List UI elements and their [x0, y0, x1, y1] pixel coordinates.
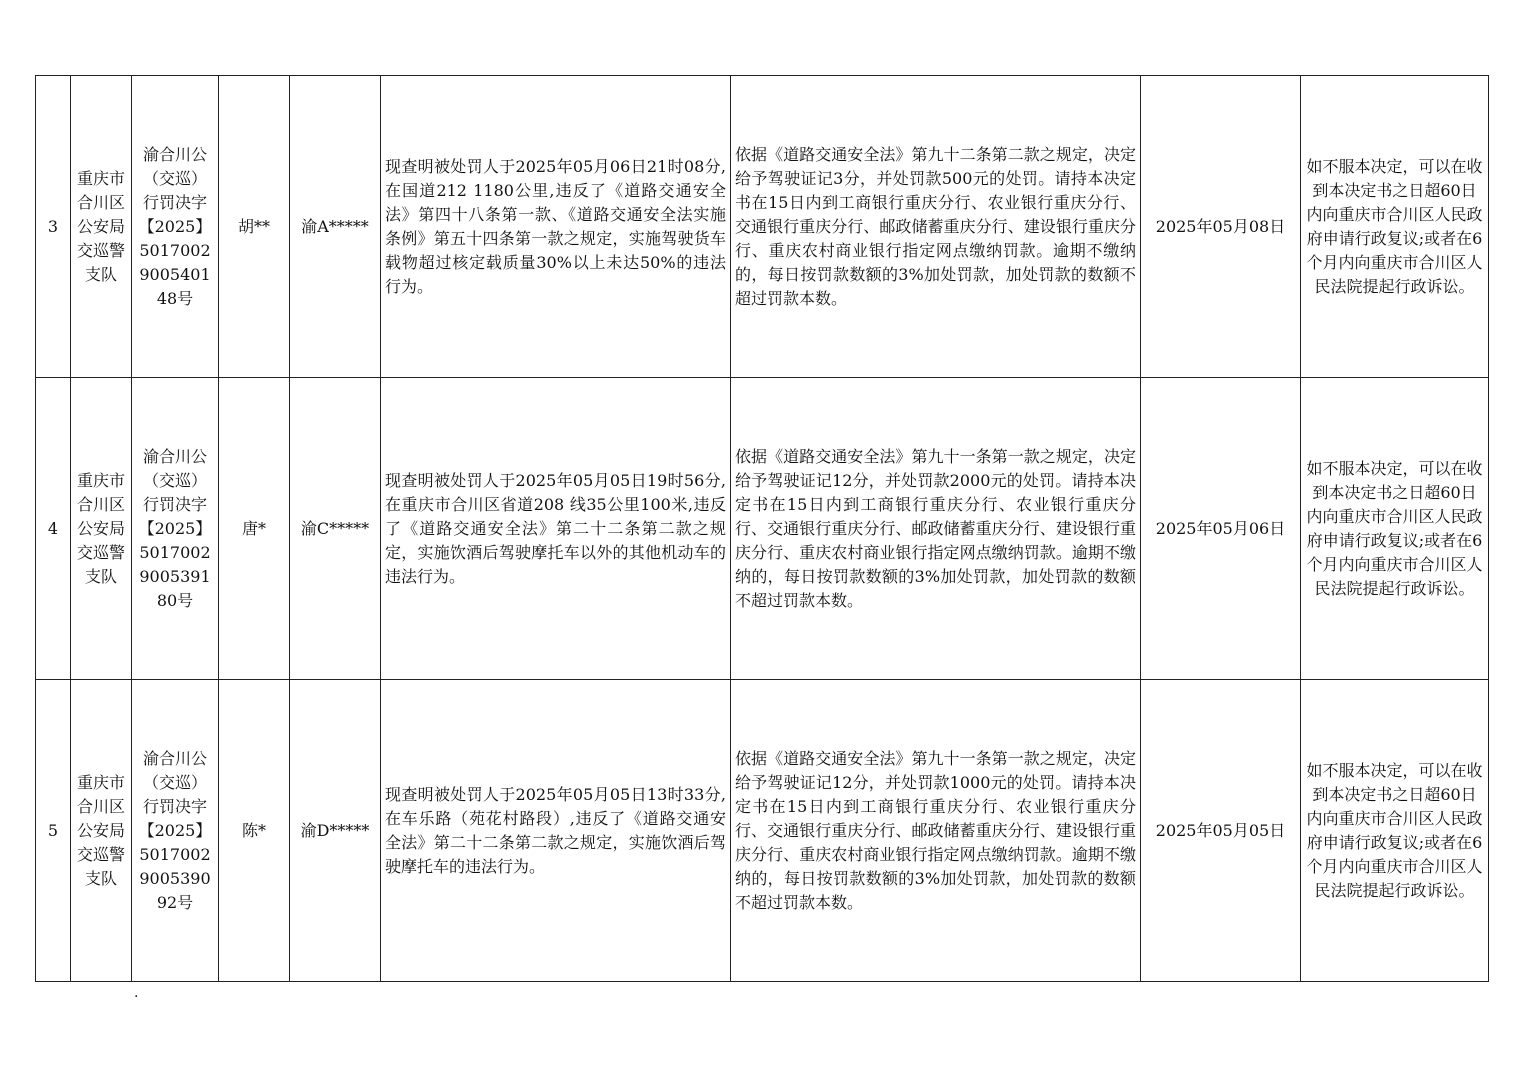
remedy-notice-cell: 如不服本决定，可以在收到本决定书之日超60日内向重庆市合川区人民政府申请行政复议;或者在6个月内向重庆市合川区人民法院提起行政诉讼。 [1301, 680, 1489, 982]
table-row [36, 680, 1489, 982]
agency-cell: 重庆市合川区公安局交巡警支队 [71, 680, 132, 982]
penalty-records-table [35, 75, 1489, 982]
agency-cell: 重庆市合川区公安局交巡警支队 [71, 76, 132, 378]
row-index: 4 [36, 378, 71, 680]
offender-name-cell: 陈* [219, 680, 290, 982]
penalty-basis-cell: 依据《道路交通安全法》第九十二条第二款之规定，决定给予驾驶证记3分，并处罚款500元的处罚。请持本决定书在15日内到工商银行重庆分行、农业银行重庆分行、交通银行重庆分行、邮政储蓄重庆分行、建设银行重庆分行、重庆农村商业银行指定网点缴纳罚款。逾期不缴纳的，每日按罚款数额的3%加处罚款，加处罚款的数额不超过罚款本数。 [731, 76, 1141, 378]
decision-date-cell: 2025年05月06日 [1141, 378, 1301, 680]
agency-cell: 重庆市合川区公安局交巡警支队 [71, 378, 132, 680]
remedy-notice-cell: 如不服本决定，可以在收到本决定书之日超60日内向重庆市合川区人民政府申请行政复议;或者在6个月内向重庆市合川区人民法院提起行政诉讼。 [1301, 378, 1489, 680]
table-row [36, 378, 1489, 680]
plate-number-cell: 渝D***** [290, 680, 381, 982]
table-row [36, 76, 1489, 378]
decision-date-cell: 2025年05月05日 [1141, 680, 1301, 982]
plate-number-cell: 渝A***** [290, 76, 381, 378]
row-index: 3 [36, 76, 71, 378]
violation-facts-cell: 现查明被处罚人于2025年05月05日19时56分,在重庆市合川区省道208 线35公里100米,违反了《道路交通安全法》第二十二条第二款之规定，实施饮酒后驾驶摩托车以外的其他机动车的违法行为。 [381, 378, 731, 680]
document-number-cell: 渝合川公（交巡）行罚决字【2025】5017002900539180号 [132, 378, 219, 680]
row-index: 5 [36, 680, 71, 982]
penalty-basis-cell: 依据《道路交通安全法》第九十一条第一款之规定，决定给予驾驶证记12分，并处罚款1000元的处罚。请持本决定书在15日内到工商银行重庆分行、农业银行重庆分行、交通银行重庆分行、邮政储蓄重庆分行、建设银行重庆分行、重庆农村商业银行指定网点缴纳罚款。逾期不缴纳的，每日按罚款数额的3%加处罚款，加处罚款的数额不超过罚款本数。 [731, 680, 1141, 982]
document-number-cell: 渝合川公（交巡）行罚决字【2025】5017002900540148号 [132, 76, 219, 378]
penalty-basis-cell: 依据《道路交通安全法》第九十一条第一款之规定，决定给予驾驶证记12分，并处罚款2000元的处罚。请持本决定书在15日内到工商银行重庆分行、农业银行重庆分行、交通银行重庆分行、邮政储蓄重庆分行、建设银行重庆分行、重庆农村商业银行指定网点缴纳罚款。逾期不缴纳的，每日按罚款数额的3%加处罚款，加处罚款的数额不超过罚款本数。 [731, 378, 1141, 680]
violation-facts-cell: 现查明被处罚人于2025年05月06日21时08分,在国道212 1180公里,违反了《道路交通安全法》第四十八条第一款、《道路交通安全法实施条例》第五十四条第一款之规定，实施驾驶货车载物超过核定载质量30%以上未达50%的违法行为。 [381, 76, 731, 378]
offender-name-cell: 唐* [219, 378, 290, 680]
document-number-cell: 渝合川公（交巡）行罚决字【2025】5017002900539092号 [132, 680, 219, 982]
remedy-notice-cell: 如不服本决定，可以在收到本决定书之日超60日内向重庆市合川区人民政府申请行政复议;或者在6个月内向重庆市合川区人民法院提起行政诉讼。 [1301, 76, 1489, 378]
footnote-mark: . [134, 985, 139, 1001]
decision-date-cell: 2025年05月08日 [1141, 76, 1301, 378]
violation-facts-cell: 现查明被处罚人于2025年05月05日13时33分,在车乐路（苑花村路段）,违反了《道路交通安全法》第二十二条第二款之规定，实施饮酒后驾驶摩托车的违法行为。 [381, 680, 731, 982]
offender-name-cell: 胡** [219, 76, 290, 378]
plate-number-cell: 渝C***** [290, 378, 381, 680]
